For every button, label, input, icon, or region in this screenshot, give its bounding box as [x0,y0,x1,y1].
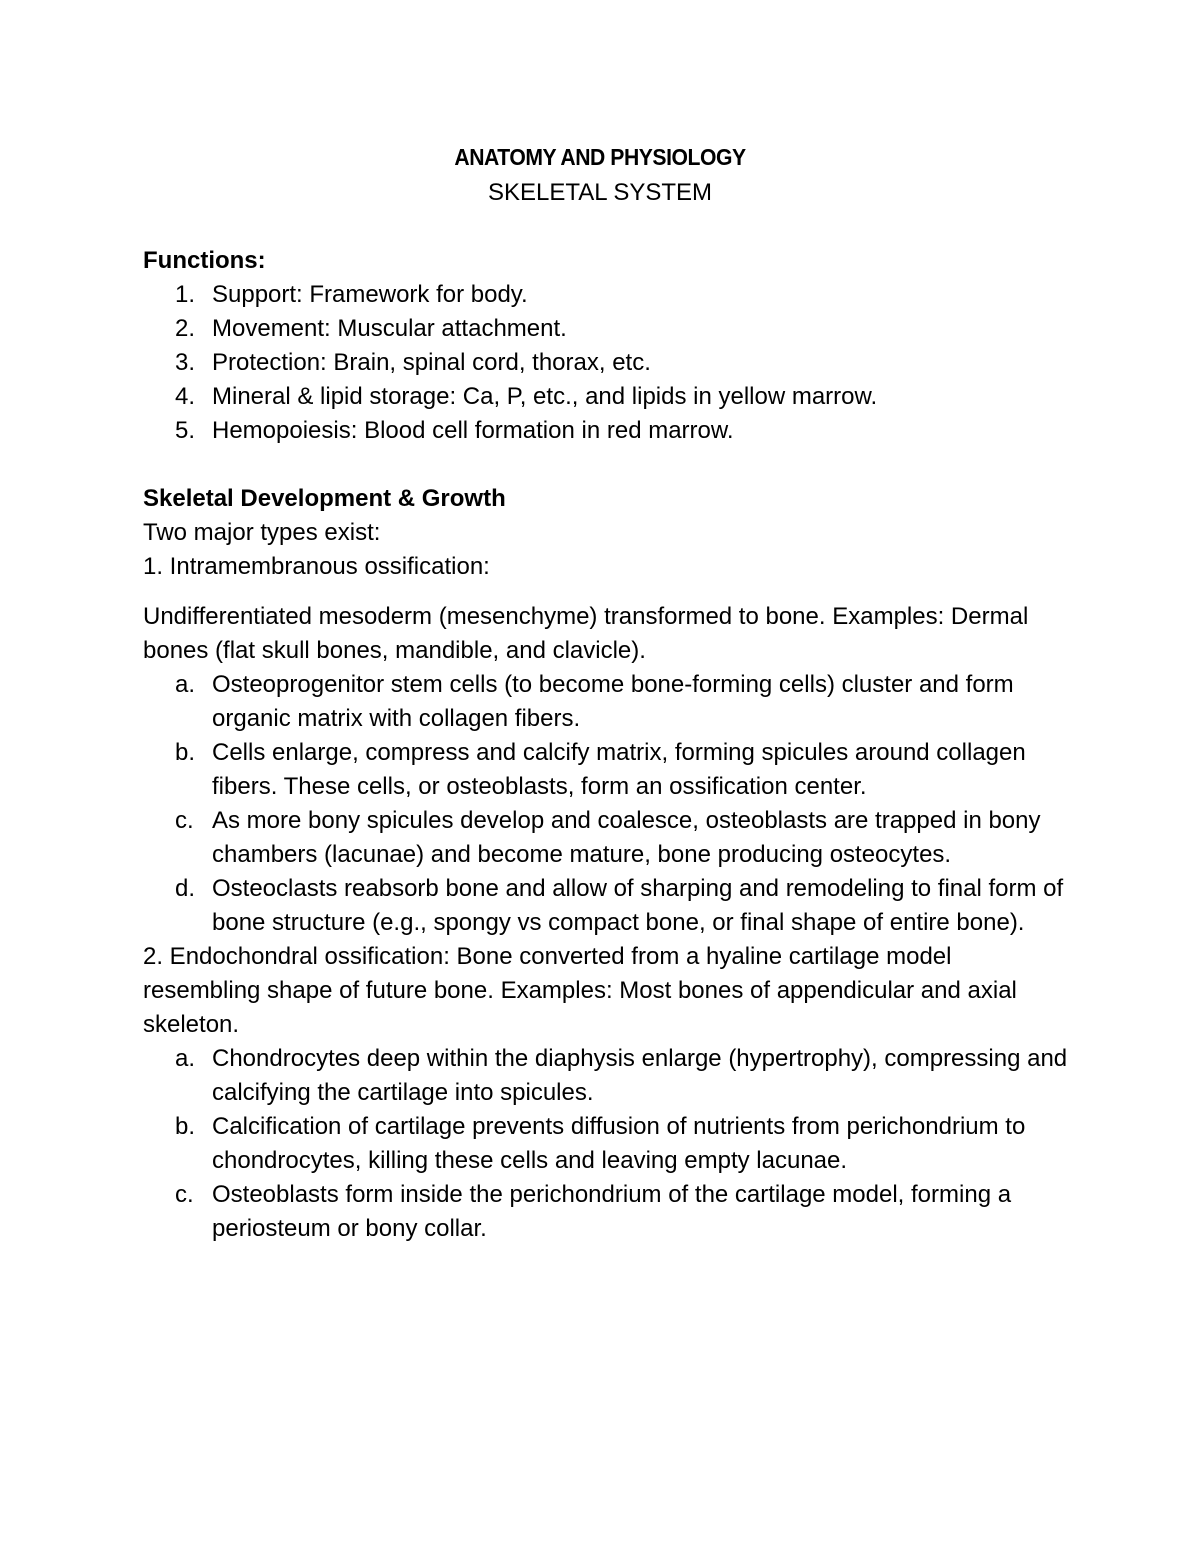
list-marker: b. [175,739,196,766]
list-marker: 1. [175,281,196,308]
list-item [143,668,1073,736]
document-subtitle: SKELETAL SYSTEM [487,179,713,206]
list-item-text: Protection: Brain, spinal cord, thorax, etc. [212,349,651,376]
list-item [143,1042,1073,1110]
functions-list [143,278,1073,448]
spacer [143,448,1073,482]
list-item [143,872,1073,940]
list-item-text: Support: Framework for body. [212,281,528,308]
list-item-text: Osteoblasts form inside the perichondrium of the cartilage model, forming a periosteum or bony collar. [212,1181,1012,1242]
type1-list [143,668,1073,940]
list-item-text: As more bony spicules develop and coalesce, osteoblasts are trapped in bony chambers (lacunae) and become mature, bone producing osteocytes. [212,807,1041,868]
list-marker: b. [175,1113,196,1140]
list-item-text: Hemopoiesis: Blood cell formation in red marrow. [212,417,734,444]
list-item-text: Chondrocytes deep within the diaphysis enlarge (hypertrophy), compressing and calcifying the cartilage into spicules. [212,1045,1068,1106]
list-item-text: Calcification of cartilage prevents diffusion of nutrients from perichondrium to chondrocytes, killing these cells and leaving empty lacunae. [212,1113,1026,1174]
functions-heading: Functions: [143,247,266,274]
list-marker: d. [175,875,196,902]
development-heading: Skeletal Development & Growth [143,485,506,512]
list-marker: c. [175,807,194,834]
list-marker: 2. [175,315,196,342]
list-item [143,736,1073,804]
list-marker: a. [175,1045,196,1072]
list-marker: a. [175,671,196,698]
list-marker: 5. [175,417,196,444]
list-item [143,346,1073,380]
list-marker: 4. [175,383,196,410]
list-item [143,414,1073,448]
type2-list [143,1042,1073,1246]
list-item-text: Cells enlarge, compress and calcify matrix, forming spicules around collagen fibers. These cells, or osteoblasts, form an ossification center. [212,739,1026,800]
list-item-text: Osteoclasts reabsorb bone and allow of sharping and remodeling to final form of bone structure (e.g., spongy vs compact bone, or final shape of entire bone). [212,875,1064,936]
list-item-text: Movement: Muscular attachment. [212,315,567,342]
type2-description: 2. Endochondral ossification: Bone converted from a hyaline cartilage model resembling shape of future bone. Examples: Most bones of appendicular and axial skeleton. [143,943,1017,1038]
document-body [143,244,1073,1246]
list-item-text: Mineral & lipid storage: Ca, P, etc., and lipids in yellow marrow. [212,383,878,410]
list-marker: c. [175,1181,194,1208]
type1-label: 1. Intramembranous ossification: [143,553,490,580]
list-item [143,1178,1073,1246]
list-item [143,804,1073,872]
list-item-text: Osteoprogenitor stem cells (to become bone-forming cells) cluster and form organic matrix with collagen fibers. [212,671,1014,732]
list-item [143,380,1073,414]
list-item [143,1110,1073,1178]
list-item [143,312,1073,346]
list-marker: 3. [175,349,196,376]
development-intro: Two major types exist: [143,519,381,546]
spacer [143,584,1073,600]
list-item [143,278,1073,312]
type1-description: Undifferentiated mesoderm (mesenchyme) transformed to bone. Examples: Dermal bones (flat skull bones, mandible, and clavicle). [143,603,1029,664]
document-title: ANATOMY AND PHYSIOLOGY [454,144,746,170]
